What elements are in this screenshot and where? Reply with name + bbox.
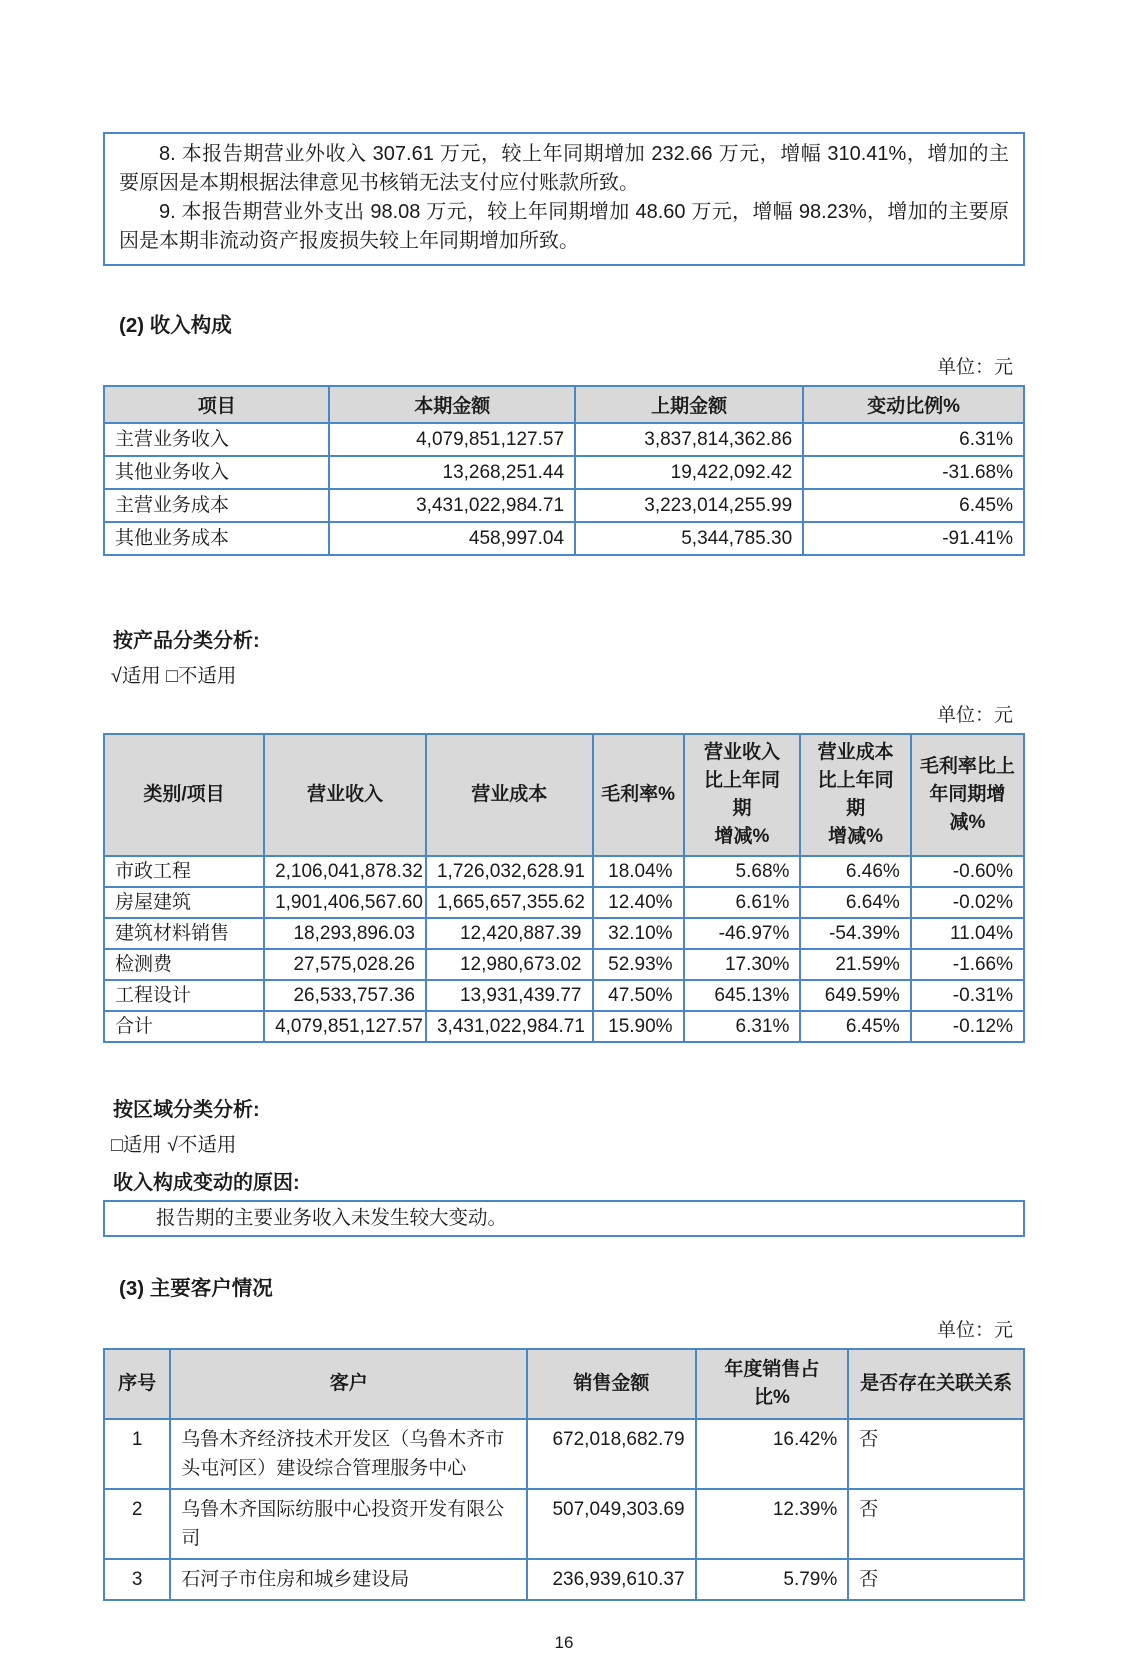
header-line: 毛利率比上 bbox=[919, 756, 1015, 777]
value-cell: 11.04% bbox=[911, 918, 1024, 949]
header-line: 期 bbox=[846, 798, 866, 819]
value-cell: 1,726,032,628.91 bbox=[426, 856, 593, 887]
header-cell: 营业成本 bbox=[426, 734, 593, 856]
value-cell: 3,431,022,984.71 bbox=[329, 489, 575, 522]
value-cell: 1,901,406,567.60 bbox=[264, 887, 426, 918]
value-cell: 16.42% bbox=[696, 1419, 849, 1489]
header-line: 比上年同 bbox=[703, 770, 780, 791]
value-cell: 32.10% bbox=[593, 918, 684, 949]
value-cell: 645.13% bbox=[684, 980, 801, 1011]
index-cell: 3 bbox=[104, 1559, 170, 1600]
unit-label: 单位：元 bbox=[936, 705, 1013, 726]
value-cell: 507,049,303.69 bbox=[527, 1489, 695, 1559]
table-row bbox=[104, 489, 1024, 522]
revenue-composition-table bbox=[103, 385, 1025, 556]
row-label-cell: 其他业务收入 bbox=[104, 456, 329, 489]
row-label-cell: 工程设计 bbox=[104, 980, 264, 1011]
value-cell: 649.59% bbox=[800, 980, 910, 1011]
index-cell: 2 bbox=[104, 1489, 170, 1559]
value-cell: 12.40% bbox=[593, 887, 684, 918]
header-cell: 客户 bbox=[170, 1349, 527, 1419]
customer-name-cell: 乌鲁木齐经济技术开发区（乌鲁木齐市头屯河区）建设综合管理服务中心 bbox=[170, 1419, 527, 1489]
header-line: 比上年同 bbox=[817, 770, 894, 791]
header-cell: 序号 bbox=[104, 1349, 170, 1419]
value-cell: 5.79% bbox=[696, 1559, 849, 1600]
value-cell: -31.68% bbox=[803, 456, 1024, 489]
related-party-cell: 否 bbox=[848, 1489, 1024, 1559]
header-cell: 本期金额 bbox=[329, 386, 575, 423]
value-cell: 672,018,682.79 bbox=[527, 1419, 695, 1489]
value-cell: 6.46% bbox=[800, 856, 910, 887]
value-cell: 4,079,851,127.57 bbox=[329, 423, 575, 456]
value-cell: 2,106,041,878.32 bbox=[264, 856, 426, 887]
header-cell: 毛利率% bbox=[593, 734, 684, 856]
value-cell: 15.90% bbox=[593, 1011, 684, 1042]
value-cell: 18.04% bbox=[593, 856, 684, 887]
header-line: 期 bbox=[732, 798, 752, 819]
product-analysis-heading: 按产品分类分析: bbox=[113, 630, 260, 652]
value-cell: 12,420,887.39 bbox=[426, 918, 593, 949]
header-cell bbox=[696, 1349, 849, 1419]
applicability-line: □适用 √不适用 bbox=[111, 1134, 237, 1156]
region-analysis-heading: 按区域分类分析: bbox=[113, 1099, 260, 1121]
header-line: 年度销售占 bbox=[724, 1359, 820, 1380]
table-row bbox=[104, 980, 1024, 1011]
header-line: 增减% bbox=[828, 826, 884, 847]
value-cell: 13,931,439.77 bbox=[426, 980, 593, 1011]
value-cell: 6.31% bbox=[684, 1011, 801, 1042]
value-cell: 4,079,851,127.57 bbox=[264, 1011, 426, 1042]
row-label-cell: 市政工程 bbox=[104, 856, 264, 887]
header-cell: 销售金额 bbox=[527, 1349, 695, 1419]
reason-box bbox=[103, 1200, 1025, 1237]
table-row bbox=[104, 1419, 1024, 1489]
header-cell: 营业收入 bbox=[264, 734, 426, 856]
value-cell: -46.97% bbox=[684, 918, 801, 949]
row-label-cell: 合计 bbox=[104, 1011, 264, 1042]
table-row bbox=[104, 856, 1024, 887]
value-cell: 17.30% bbox=[684, 949, 801, 980]
value-cell: 3,431,022,984.71 bbox=[426, 1011, 593, 1042]
header-line: 增减% bbox=[714, 826, 770, 847]
value-cell: 3,223,014,255.99 bbox=[575, 489, 803, 522]
row-label-cell: 检测费 bbox=[104, 949, 264, 980]
table-header-row bbox=[104, 734, 1024, 856]
header-cell bbox=[800, 734, 910, 856]
value-cell: 236,939,610.37 bbox=[527, 1559, 695, 1600]
value-cell: 458,997.04 bbox=[329, 522, 575, 555]
index-cell: 1 bbox=[104, 1419, 170, 1489]
row-label-cell: 主营业务成本 bbox=[104, 489, 329, 522]
value-cell: -0.31% bbox=[911, 980, 1024, 1011]
header-cell: 类别/项目 bbox=[104, 734, 264, 856]
value-cell: 19,422,092.42 bbox=[575, 456, 803, 489]
table-row bbox=[104, 887, 1024, 918]
header-line: 营业成本 bbox=[817, 742, 894, 763]
value-cell: 6.45% bbox=[800, 1011, 910, 1042]
row-label-cell: 其他业务成本 bbox=[104, 522, 329, 555]
header-cell: 项目 bbox=[104, 386, 329, 423]
row-label-cell: 主营业务收入 bbox=[104, 423, 329, 456]
customer-name-cell: 乌鲁木齐国际纺服中心投资开发有限公司 bbox=[170, 1489, 527, 1559]
value-cell: -54.39% bbox=[800, 918, 910, 949]
header-cell bbox=[684, 734, 801, 856]
product-category-table bbox=[103, 733, 1025, 1043]
table-row bbox=[104, 1559, 1024, 1600]
value-cell: 47.50% bbox=[593, 980, 684, 1011]
value-cell: -1.66% bbox=[911, 949, 1024, 980]
section-heading-revenue-composition: (2) 收入构成 bbox=[119, 314, 232, 337]
section-heading-major-customers: (3) 主要客户情况 bbox=[119, 1277, 273, 1300]
value-cell: -0.12% bbox=[911, 1011, 1024, 1042]
value-cell: 5,344,785.30 bbox=[575, 522, 803, 555]
header-line: 减% bbox=[949, 812, 986, 833]
value-cell: 21.59% bbox=[800, 949, 910, 980]
table-row bbox=[104, 522, 1024, 555]
value-cell: -0.60% bbox=[911, 856, 1024, 887]
applicability-line: √适用 □不适用 bbox=[111, 665, 237, 687]
table-row-total bbox=[104, 1011, 1024, 1042]
value-cell: -91.41% bbox=[803, 522, 1024, 555]
customer-name-cell: 石河子市住房和城乡建设局 bbox=[170, 1559, 527, 1600]
reason-text: 报告期的主要业务收入未发生较大变动。 bbox=[156, 1207, 508, 1229]
header-line: 营业收入 bbox=[703, 742, 780, 763]
header-cell: 上期金额 bbox=[575, 386, 803, 423]
value-cell: 12,980,673.02 bbox=[426, 949, 593, 980]
table-row bbox=[104, 918, 1024, 949]
value-cell: 52.93% bbox=[593, 949, 684, 980]
value-cell: 6.64% bbox=[800, 887, 910, 918]
value-cell: 6.31% bbox=[803, 423, 1024, 456]
note-paragraph: 9. 本报告期营业外支出 98.08 万元，较上年同期增加 48.60 万元，增幅 98.23%，增加的主要原因是本期非流动资产报废损失较上年同期增加所致。 bbox=[119, 201, 1009, 252]
notes-box bbox=[103, 132, 1025, 266]
header-line: 年同期增 bbox=[929, 784, 1006, 805]
value-cell: -0.02% bbox=[911, 887, 1024, 918]
table-row bbox=[104, 423, 1024, 456]
header-cell: 是否存在关联关系 bbox=[848, 1349, 1024, 1419]
value-cell: 12.39% bbox=[696, 1489, 849, 1559]
value-cell: 13,268,251.44 bbox=[329, 456, 575, 489]
value-cell: 6.61% bbox=[684, 887, 801, 918]
table-row bbox=[104, 456, 1024, 489]
table-header-row bbox=[104, 386, 1024, 423]
value-cell: 18,293,896.03 bbox=[264, 918, 426, 949]
unit-label: 单位：元 bbox=[936, 357, 1013, 378]
value-cell: 3,837,814,362.86 bbox=[575, 423, 803, 456]
value-cell: 1,665,657,355.62 bbox=[426, 887, 593, 918]
row-label-cell: 房屋建筑 bbox=[104, 887, 264, 918]
header-line: 比% bbox=[753, 1387, 790, 1408]
revenue-change-reason-heading: 收入构成变动的原因: bbox=[113, 1172, 300, 1194]
value-cell: 5.68% bbox=[684, 856, 801, 887]
header-cell bbox=[911, 734, 1024, 856]
value-cell: 6.45% bbox=[803, 489, 1024, 522]
header-cell: 变动比例% bbox=[803, 386, 1024, 423]
row-label-cell: 建筑材料销售 bbox=[104, 918, 264, 949]
value-cell: 27,575,028.26 bbox=[264, 949, 426, 980]
table-row bbox=[104, 949, 1024, 980]
related-party-cell: 否 bbox=[848, 1419, 1024, 1489]
page-content bbox=[103, 132, 1025, 1653]
table-header-row bbox=[104, 1349, 1024, 1419]
page-number: 16 bbox=[554, 1633, 574, 1652]
related-party-cell: 否 bbox=[848, 1559, 1024, 1600]
table-row bbox=[104, 1489, 1024, 1559]
note-paragraph: 8. 本报告期营业外收入 307.61 万元，较上年同期增加 232.66 万元，增幅 310.41%，增加的主要原因是本期根据法律意见书核销无法支付应付账款所致。 bbox=[119, 143, 1009, 194]
value-cell: 26,533,757.36 bbox=[264, 980, 426, 1011]
major-customers-table bbox=[103, 1348, 1025, 1601]
unit-label: 单位：元 bbox=[936, 1320, 1013, 1341]
